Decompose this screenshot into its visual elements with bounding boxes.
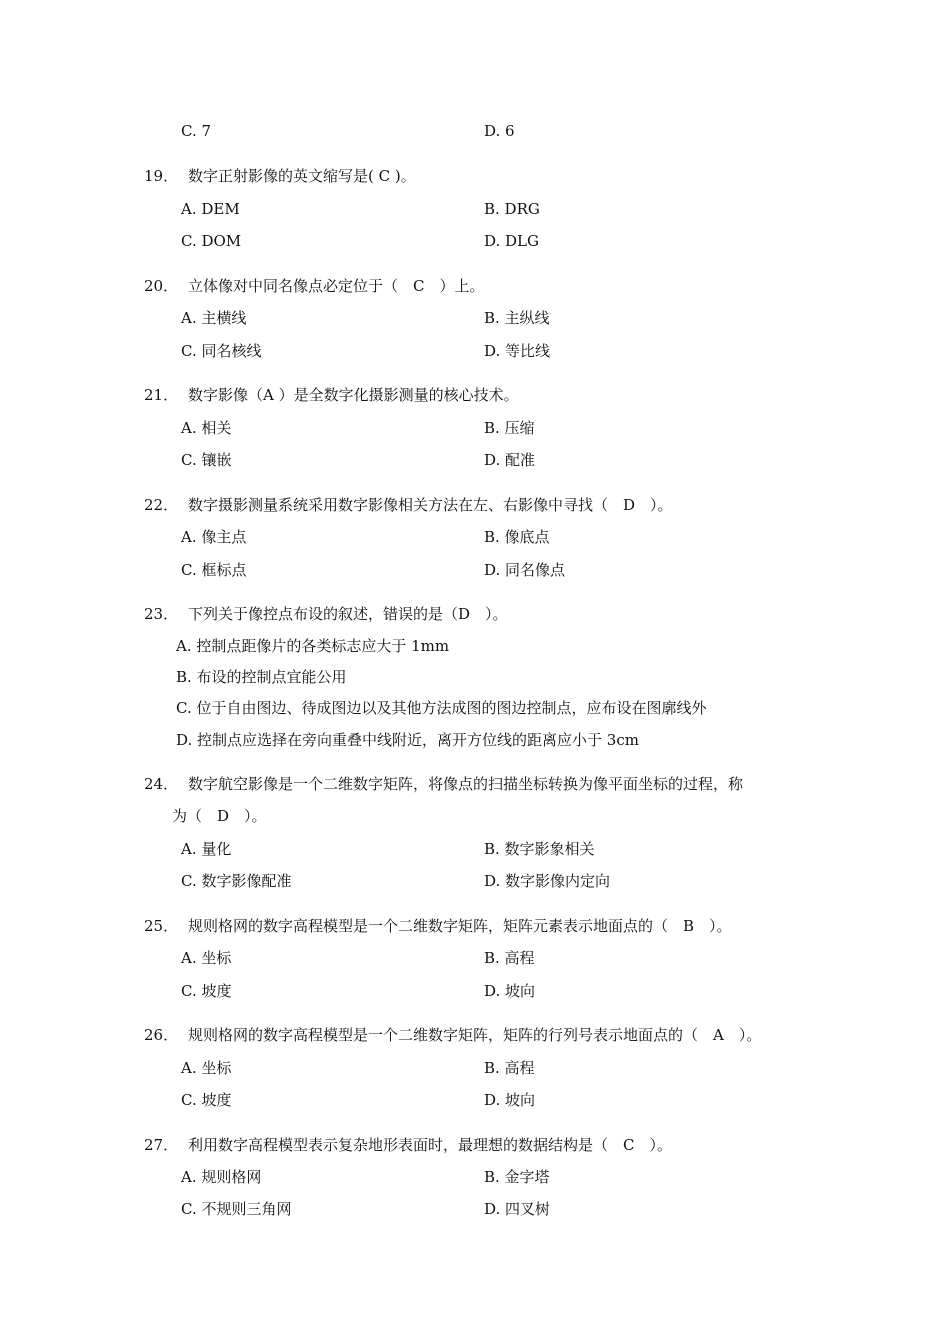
option-c: C. 数字影像配准: [181, 872, 292, 890]
option-a: A. 坐标: [181, 1059, 232, 1077]
option-d: D. 等比线: [484, 342, 551, 360]
option-c: C. 镶嵌: [181, 451, 232, 469]
option-a: A. 量化: [181, 840, 232, 858]
option-b: B. 压缩: [484, 419, 535, 437]
option-c: C. 坡度: [181, 1091, 232, 1109]
option-d: D. 配准: [484, 451, 536, 469]
question-text: 数字正射影像的英文缩写是( C )。: [188, 167, 416, 185]
option-d: D. DLG: [484, 232, 539, 250]
option-c: C. 坡度: [181, 982, 232, 1000]
option-d: D. 坡向: [484, 1091, 536, 1109]
question-text: 规则格网的数字高程模型是一个二维数字矩阵，矩阵的行列号表示地面点的（ A ）。: [188, 1026, 762, 1044]
question-number: 23．: [144, 605, 179, 623]
question-number: 27．: [144, 1136, 179, 1154]
question-text: 规则格网的数字高程模型是一个二维数字矩阵，矩阵元素表示地面点的（ B ）。: [188, 917, 732, 935]
question-text: 数字影像（A ）是全数字化摄影测量的核心技术。: [188, 386, 519, 404]
option-c: C. 不规则三角网: [181, 1200, 292, 1218]
option-d: D. 同名像点: [484, 561, 566, 579]
question-number: 20．: [144, 277, 179, 295]
question-number: 25．: [144, 917, 179, 935]
option-c: C. 7: [181, 122, 212, 140]
question-number: 24．: [144, 775, 179, 793]
question-text: 下列关于像控点布设的叙述，错误的是（D ）。: [188, 605, 508, 623]
question-text: 利用数字高程模型表示复杂地形表面时，最理想的数据结构是（ C ）。: [188, 1136, 672, 1154]
option-a: A. DEM: [181, 200, 240, 218]
question-text: 立体像对中同名像点必定位于（ C ）上。: [188, 277, 485, 295]
option-b: B. 高程: [484, 949, 535, 967]
option-b: B. DRG: [484, 200, 540, 218]
question-text: 数字航空影像是一个二维数字矩阵，将像点的扫描坐标转换为像平面坐标的过程，称: [188, 775, 744, 793]
option-a: A. 坐标: [181, 949, 232, 967]
option-b: B. 主纵线: [484, 309, 550, 327]
question-number: 21．: [144, 386, 179, 404]
option-a: A. 控制点距像片的各类标志应大于 1mm: [176, 637, 450, 655]
option-a: A. 规则格网: [181, 1168, 262, 1186]
option-c: C. DOM: [181, 232, 242, 250]
option-d: D. 坡向: [484, 982, 536, 1000]
option-b: B. 高程: [484, 1059, 535, 1077]
option-b: B. 金字塔: [484, 1168, 550, 1186]
option-b: B. 数字影象相关: [484, 840, 595, 858]
option-c: C. 同名核线: [181, 342, 262, 360]
question-number: 26．: [144, 1026, 179, 1044]
option-b: B. 布设的控制点宜能公用: [176, 668, 347, 686]
option-c: C. 框标点: [181, 561, 247, 579]
option-a: A. 相关: [181, 419, 232, 437]
question-number: 22．: [144, 496, 179, 514]
option-d: D. 6: [484, 122, 515, 140]
option-d: D. 四叉树: [484, 1200, 551, 1218]
option-b: B. 像底点: [484, 528, 550, 546]
option-a: A. 主横线: [181, 309, 247, 327]
option-c: C. 位于自由图边、待成图边以及其他方法成图的图边控制点，应布设在图廓线外: [176, 699, 707, 717]
question-number: 19．: [144, 167, 179, 185]
question-text-continued: 为（ D ）。: [172, 807, 267, 825]
option-d: D. 控制点应选择在旁向重叠中线附近，离开方位线的距离应小于 3cm: [176, 731, 639, 749]
option-d: D. 数字影像内定向: [484, 872, 611, 890]
question-text: 数字摄影测量系统采用数字影像相关方法在左、右影像中寻找（ D ）。: [188, 496, 673, 514]
option-a: A. 像主点: [181, 528, 247, 546]
